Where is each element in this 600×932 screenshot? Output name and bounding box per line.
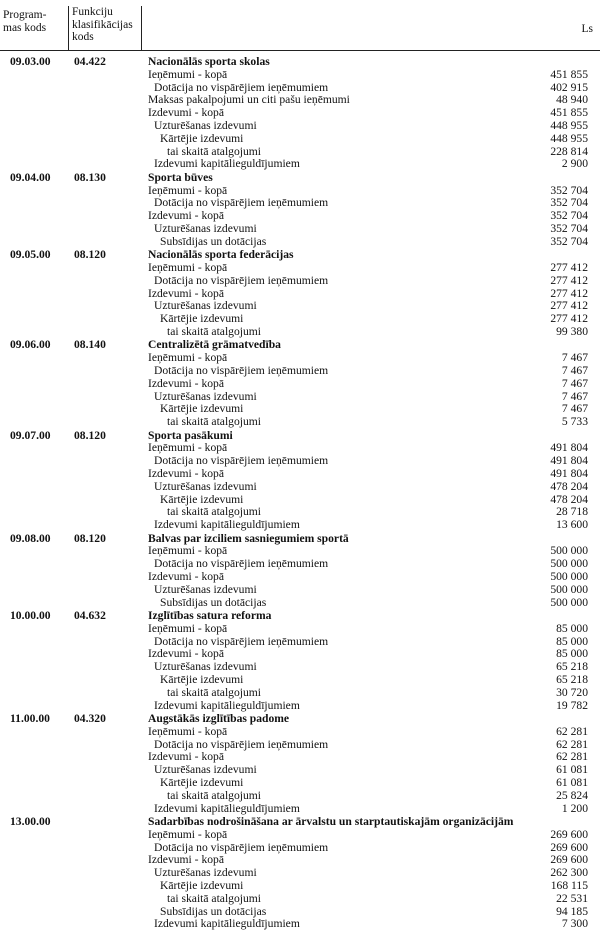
row-label: Izdevumi - kopā bbox=[148, 647, 224, 661]
table-row bbox=[0, 647, 600, 660]
table-row bbox=[0, 377, 600, 390]
program-code: 09.03.00 bbox=[10, 55, 51, 68]
row-value: 1 200 bbox=[561, 801, 588, 815]
program-title: Izglītības satura reforma bbox=[148, 609, 272, 622]
row-label: Ieņēmumi - kopā bbox=[148, 183, 228, 197]
row-label: Kārtējie izdevumi bbox=[160, 402, 244, 416]
row-label: Izdevumi kapitālieguldījumiem bbox=[154, 157, 300, 171]
program-title: Nacionālās sporta skolas bbox=[148, 55, 270, 68]
table-row bbox=[0, 415, 600, 428]
header-program-code bbox=[3, 9, 46, 34]
row-value: 22 531 bbox=[556, 891, 588, 905]
row-label: Ieņēmumi - kopā bbox=[148, 351, 228, 365]
table-row bbox=[0, 493, 600, 506]
row-label: tai skaitā atalgojumi bbox=[167, 415, 262, 429]
table-row bbox=[0, 351, 600, 364]
table-row bbox=[0, 892, 600, 905]
table-row bbox=[0, 402, 600, 415]
table-row bbox=[0, 261, 600, 274]
function-code: 04.320 bbox=[74, 712, 106, 725]
row-value: 65 218 bbox=[556, 673, 588, 686]
row-label: Izdevumi - kopā bbox=[148, 376, 224, 390]
table-row bbox=[0, 583, 600, 596]
row-label: Ieņēmumi - kopā bbox=[148, 441, 228, 455]
header-function-code-line1: Funkciju bbox=[72, 6, 113, 18]
program-code: 09.05.00 bbox=[10, 248, 51, 262]
row-value: 478 204 bbox=[550, 492, 588, 506]
row-value: 85 000 bbox=[556, 634, 588, 648]
table-row bbox=[0, 853, 600, 866]
table-row bbox=[0, 635, 600, 648]
row-value: 94 185 bbox=[556, 904, 588, 918]
row-value: 7 467 bbox=[561, 364, 588, 377]
row-label: Uzturēšanas izdevumi bbox=[154, 389, 257, 403]
row-value: 48 940 bbox=[556, 93, 588, 107]
table-row bbox=[0, 802, 600, 815]
table-row bbox=[0, 325, 600, 338]
program-title: Sporta pasākumi bbox=[148, 428, 233, 442]
table-row bbox=[0, 299, 600, 312]
row-value: 352 704 bbox=[550, 222, 588, 235]
row-value: 448 955 bbox=[550, 119, 588, 132]
program-code: 09.08.00 bbox=[10, 531, 51, 545]
program-title: Augstākās izglītības padome bbox=[148, 712, 290, 725]
row-value: 7 467 bbox=[561, 351, 588, 365]
row-label: Kārtējie izdevumi bbox=[160, 776, 244, 789]
table-row bbox=[0, 866, 600, 879]
row-value: 5 733 bbox=[561, 415, 588, 429]
function-code: 08.120 bbox=[74, 531, 106, 545]
row-label: Kārtējie izdevumi bbox=[160, 131, 244, 145]
header-function-code-line3: kods bbox=[72, 31, 94, 43]
table-row bbox=[0, 106, 600, 119]
row-value: 500 000 bbox=[550, 557, 588, 571]
program-code: 11.00.00 bbox=[10, 712, 50, 725]
table-row bbox=[0, 518, 600, 531]
row-label: Kārtējie izdevumi bbox=[160, 492, 244, 506]
row-label: Uzturēšanas izdevumi bbox=[154, 222, 257, 235]
table-row bbox=[0, 660, 600, 673]
table-row bbox=[0, 184, 600, 197]
table-row bbox=[0, 557, 600, 570]
row-label: Maksas pakalpojumi un citi pašu ieņēmumi bbox=[148, 93, 350, 107]
program-section-title bbox=[0, 712, 600, 725]
table-row bbox=[0, 441, 600, 454]
program-section-title bbox=[0, 815, 600, 828]
row-value: 352 704 bbox=[550, 183, 588, 197]
table-row bbox=[0, 157, 600, 170]
row-label: Subsīdijas un dotācijas bbox=[160, 904, 267, 918]
row-label: Ieņēmumi - kopā bbox=[148, 67, 228, 81]
row-value: 61 081 bbox=[556, 763, 588, 777]
row-label: tai skaitā atalgojumi bbox=[167, 891, 262, 905]
program-title: Sporta būves bbox=[148, 170, 213, 184]
row-value: 277 412 bbox=[550, 261, 588, 274]
row-label: tai skaitā atalgojumi bbox=[167, 505, 262, 519]
program-title: Sadarbības nodrošināšana ar ārvalstu un starptautiskajām organizācijām bbox=[148, 815, 514, 828]
header-divider bbox=[141, 6, 142, 50]
row-label: tai skaitā atalgojumi bbox=[167, 325, 262, 338]
table-row bbox=[0, 68, 600, 81]
row-value: 491 804 bbox=[550, 467, 588, 480]
row-label: Dotācija no vispārējiem ieņēmumiem bbox=[154, 196, 329, 210]
row-label: Ieņēmumi - kopā bbox=[148, 621, 228, 635]
row-value: 7 467 bbox=[561, 402, 588, 416]
row-label: Dotācija no vispārējiem ieņēmumiem bbox=[154, 840, 329, 854]
table-row bbox=[0, 699, 600, 712]
table-row bbox=[0, 725, 600, 738]
row-value: 277 412 bbox=[550, 286, 588, 300]
row-label: Uzturēšanas izdevumi bbox=[154, 119, 257, 132]
row-label: Izdevumi - kopā bbox=[148, 750, 224, 764]
row-value: 7 467 bbox=[561, 389, 588, 403]
table-row bbox=[0, 209, 600, 222]
program-title: Balvas par izciliem sasniegumiem sportā bbox=[148, 531, 349, 545]
table-row bbox=[0, 93, 600, 106]
program-section-title bbox=[0, 429, 600, 442]
table-row bbox=[0, 390, 600, 403]
function-code: 08.120 bbox=[74, 248, 106, 262]
row-label: tai skaitā atalgojumi bbox=[167, 144, 262, 158]
table-row bbox=[0, 235, 600, 248]
row-label: Izdevumi - kopā bbox=[148, 853, 224, 867]
row-value: 500 000 bbox=[550, 544, 588, 558]
program-title: Nacionālās sporta federācijas bbox=[148, 248, 294, 262]
row-label: Uzturēšanas izdevumi bbox=[154, 479, 257, 493]
row-label: Subsīdijas un dotācijas bbox=[160, 234, 267, 248]
row-label: Dotācija no vispārējiem ieņēmumiem bbox=[154, 364, 329, 377]
function-code: 04.422 bbox=[74, 55, 106, 68]
program-section-title bbox=[0, 55, 600, 68]
program-code: 09.07.00 bbox=[10, 428, 51, 442]
row-label: Izdevumi - kopā bbox=[148, 106, 224, 120]
table-row bbox=[0, 454, 600, 467]
row-value: 277 412 bbox=[550, 299, 588, 313]
header-function-code-line2: klasifikācijas bbox=[72, 18, 133, 31]
row-value: 352 704 bbox=[550, 234, 588, 248]
table-row bbox=[0, 364, 600, 377]
table-row bbox=[0, 287, 600, 300]
function-code: 08.120 bbox=[74, 428, 106, 442]
table-row bbox=[0, 145, 600, 158]
row-label: Izdevumi - kopā bbox=[148, 286, 224, 300]
row-label: Izdevumi - kopā bbox=[148, 209, 224, 223]
row-value: 277 412 bbox=[550, 312, 588, 326]
row-value: 277 412 bbox=[550, 273, 588, 287]
row-value: 85 000 bbox=[556, 621, 588, 635]
table-row bbox=[0, 917, 600, 930]
function-code: 08.130 bbox=[74, 170, 106, 184]
table-row bbox=[0, 480, 600, 493]
row-value: 269 600 bbox=[550, 827, 588, 841]
row-label: Ieņēmumi - kopā bbox=[148, 261, 228, 274]
row-value: 500 000 bbox=[550, 595, 588, 609]
table-row bbox=[0, 81, 600, 94]
row-value: 269 600 bbox=[550, 840, 588, 854]
row-value: 7 300 bbox=[561, 917, 588, 931]
row-label: Subsīdijas un dotācijas bbox=[160, 595, 267, 609]
row-value: 28 718 bbox=[556, 505, 588, 519]
row-label: Dotācija no vispārējiem ieņēmumiem bbox=[154, 737, 329, 751]
table-row bbox=[0, 132, 600, 145]
row-value: 228 814 bbox=[550, 144, 588, 158]
row-value: 491 804 bbox=[550, 441, 588, 455]
row-label: Ieņēmumi - kopā bbox=[148, 827, 228, 841]
row-value: 262 300 bbox=[550, 866, 588, 880]
row-value: 168 115 bbox=[550, 879, 588, 892]
row-value: 352 704 bbox=[550, 209, 588, 223]
row-value: 491 804 bbox=[550, 454, 588, 468]
row-label: Izdevumi kapitālieguldījumiem bbox=[154, 518, 300, 532]
program-section-title bbox=[0, 248, 600, 261]
table-row bbox=[0, 596, 600, 609]
row-label: Uzturēšanas izdevumi bbox=[154, 866, 257, 880]
row-label: Uzturēšanas izdevumi bbox=[154, 660, 257, 674]
row-value: 448 955 bbox=[550, 131, 588, 145]
header-program-code-line2: mas kods bbox=[3, 21, 47, 34]
row-value: 62 281 bbox=[556, 737, 588, 751]
header-program-code-line1: Program- bbox=[3, 9, 47, 21]
row-value: 269 600 bbox=[550, 853, 588, 867]
program-title: Centralizētā grāmatvedība bbox=[148, 338, 281, 352]
row-value: 352 704 bbox=[550, 196, 588, 210]
table-row bbox=[0, 905, 600, 918]
row-label: Kārtējie izdevumi bbox=[160, 312, 244, 326]
row-value: 500 000 bbox=[550, 582, 588, 596]
table-row bbox=[0, 222, 600, 235]
row-value: 451 855 bbox=[550, 106, 588, 120]
row-label: Kārtējie izdevumi bbox=[160, 673, 244, 686]
row-label: Uzturēšanas izdevumi bbox=[154, 299, 257, 313]
table-row bbox=[0, 312, 600, 325]
row-value: 30 720 bbox=[556, 685, 588, 699]
row-value: 451 855 bbox=[550, 67, 588, 81]
function-code: 08.140 bbox=[74, 338, 106, 352]
row-label: Uzturēšanas izdevumi bbox=[154, 763, 257, 777]
row-label: Ieņēmumi - kopā bbox=[148, 724, 228, 738]
row-value: 62 281 bbox=[556, 724, 588, 738]
row-value: 13 600 bbox=[556, 518, 588, 532]
row-label: Ieņēmumi - kopā bbox=[148, 544, 228, 558]
table-row bbox=[0, 763, 600, 776]
table-row bbox=[0, 505, 600, 518]
function-code: 04.632 bbox=[74, 609, 106, 622]
row-value: 7 467 bbox=[561, 376, 588, 390]
program-code: 13.00.00 bbox=[10, 815, 51, 828]
row-value: 85 000 bbox=[556, 647, 588, 661]
row-label: Dotācija no vispārējiem ieņēmumiem bbox=[154, 80, 329, 94]
row-label: Dotācija no vispārējiem ieņēmumiem bbox=[154, 273, 329, 287]
row-label: Izdevumi kapitālieguldījumiem bbox=[154, 801, 300, 815]
table-row bbox=[0, 467, 600, 480]
row-label: Dotācija no vispārējiem ieņēmumiem bbox=[154, 557, 329, 571]
table-row bbox=[0, 686, 600, 699]
row-label: Dotācija no vispārējiem ieņēmumiem bbox=[154, 634, 329, 648]
table-row bbox=[0, 544, 600, 557]
table-row bbox=[0, 841, 600, 854]
program-code: 09.06.00 bbox=[10, 338, 51, 352]
program-code: 09.04.00 bbox=[10, 170, 51, 184]
table-header bbox=[0, 6, 600, 51]
table-row bbox=[0, 622, 600, 635]
row-label: Izdevumi - kopā bbox=[148, 570, 224, 583]
row-value: 478 204 bbox=[550, 479, 588, 493]
row-label: Izdevumi kapitālieguldījumiem bbox=[154, 698, 300, 712]
row-value: 62 281 bbox=[556, 750, 588, 764]
table-row bbox=[0, 750, 600, 763]
header-function-code bbox=[72, 6, 133, 44]
table-row bbox=[0, 879, 600, 892]
row-value: 25 824 bbox=[556, 788, 588, 802]
table-row bbox=[0, 274, 600, 287]
table-row bbox=[0, 673, 600, 686]
row-label: Izdevumi kapitālieguldījumiem bbox=[154, 917, 300, 931]
row-value: 2 900 bbox=[561, 157, 588, 171]
header-currency-unit: Ls bbox=[581, 23, 593, 35]
table-row bbox=[0, 789, 600, 802]
row-value: 61 081 bbox=[556, 776, 588, 789]
program-section-title bbox=[0, 338, 600, 351]
row-value: 65 218 bbox=[556, 660, 588, 674]
row-value: 500 000 bbox=[550, 570, 588, 583]
row-value: 402 915 bbox=[550, 80, 588, 94]
table-row bbox=[0, 776, 600, 789]
table-row bbox=[0, 738, 600, 751]
program-section-title bbox=[0, 609, 600, 622]
program-section-title bbox=[0, 171, 600, 184]
header-divider bbox=[68, 6, 69, 50]
row-label: Uzturēšanas izdevumi bbox=[154, 582, 257, 596]
row-label: Dotācija no vispārējiem ieņēmumiem bbox=[154, 454, 329, 468]
row-label: Izdevumi - kopā bbox=[148, 467, 224, 480]
row-value: 19 782 bbox=[556, 698, 588, 712]
row-label: tai skaitā atalgojumi bbox=[167, 685, 262, 699]
row-label: tai skaitā atalgojumi bbox=[167, 788, 262, 802]
table-row bbox=[0, 570, 600, 583]
program-section-title bbox=[0, 532, 600, 545]
table-row bbox=[0, 828, 600, 841]
row-label: Kārtējie izdevumi bbox=[160, 879, 244, 892]
program-code: 10.00.00 bbox=[10, 609, 51, 622]
row-value: 99 380 bbox=[556, 325, 588, 338]
table-row bbox=[0, 196, 600, 209]
table-row bbox=[0, 119, 600, 132]
